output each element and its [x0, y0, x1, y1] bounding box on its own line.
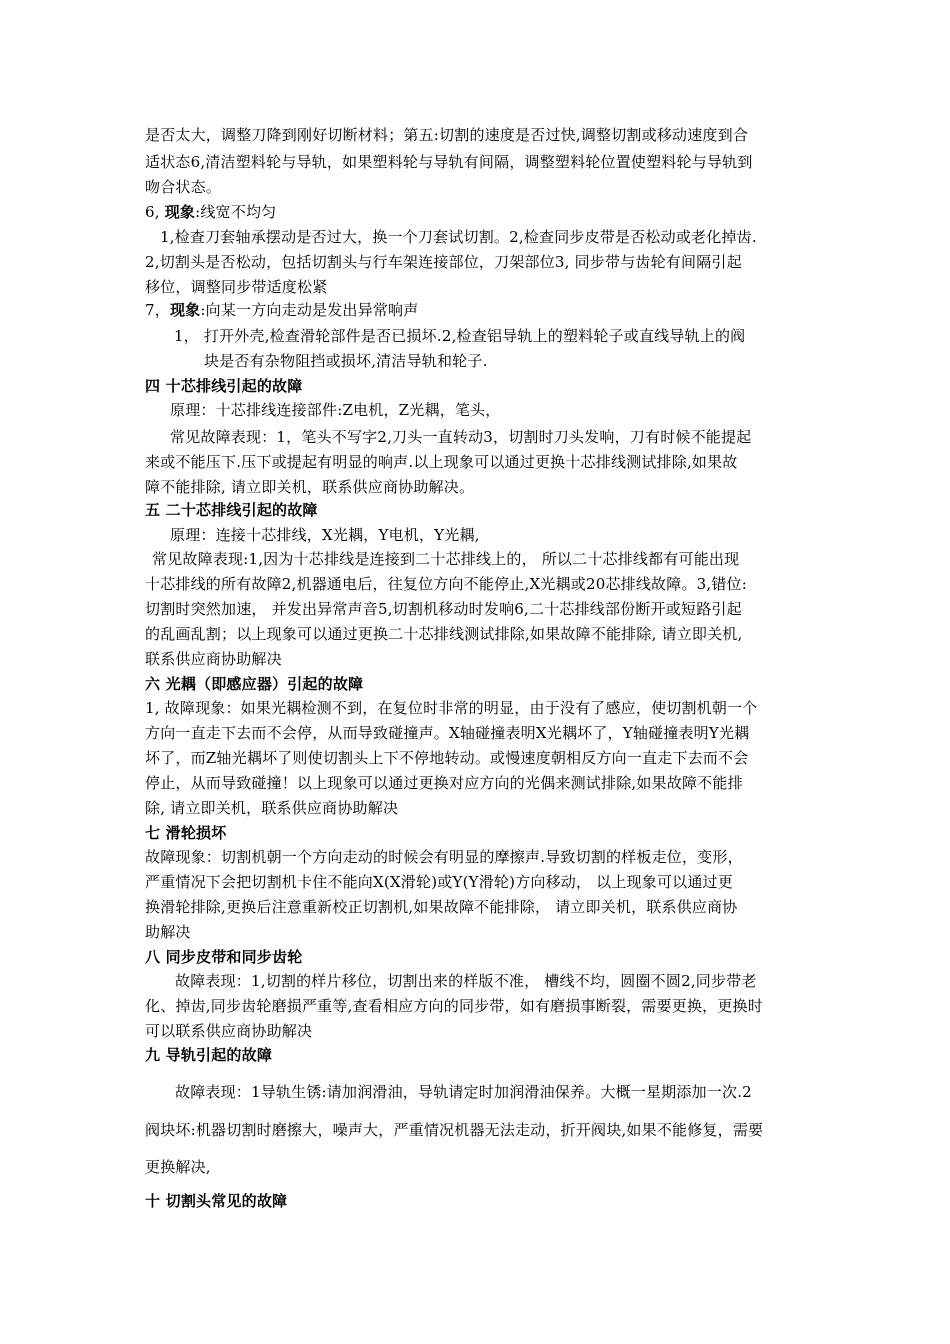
text-line: 故障表现：1导轨生锈:请加润滑油，导轨请定时加润滑油保养。大概一星期添加一次.2	[175, 1083, 752, 1101]
text-line: 原理：连接十芯排线，X光耦，Y电机，Y光耦,	[170, 526, 480, 544]
text-line: 换滑轮排除,更换后注意重新校正切割机,如果故障不能排除， 请立即关机，联系供应商协	[145, 898, 738, 916]
section-heading-9: 九 导轨引起的故障	[145, 1046, 273, 1064]
section-heading-6: 六 光耦（即感应器）引起的故障	[145, 675, 364, 693]
item-label: 现象	[169, 301, 201, 319]
text-line: 停止，从而导致碰撞！以上现象可以通过更换对应方向的光偶来测试排除,如果故障不能排	[145, 774, 743, 792]
text-line: 1， 打开外壳,检查滑轮部件是否已损坏.2,检查铝导轨上的塑料轮子或直线导轨上的阀	[174, 327, 746, 345]
list-item-6	[145, 202, 276, 222]
list-item-7	[145, 300, 418, 320]
text-line: 1, 故障现象：如果光耦检测不到，在复位时非常的明显，由于没有了感应，使切割机朝一个	[145, 699, 758, 717]
text-line: 障不能排除, 请立即关机，联系供应商协助解决。	[145, 478, 475, 496]
text-line: 故障现象：切割机朝一个方向走动的时候会有明显的摩擦声.导致切割的样板走位，变形，	[145, 848, 743, 866]
section-heading-10: 十 切割头常见的故障	[145, 1192, 288, 1210]
section-heading-7: 七 滑轮损坏	[145, 824, 227, 842]
text-line: 适状态6,清洁塑料轮与导轨，如果塑料轮与导轨有间隔，调整塑料轮位置使塑料轮与导轨到	[145, 153, 753, 171]
text-line: 方向一直走下去而不会停，从而导致碰撞声。X轴碰撞表明X光耦坏了，Y轴碰撞表明Y光耦	[145, 724, 750, 742]
text-line: 的乱画乱割；以上现象可以通过更换二十芯排线测试排除,如果故障不能排除, 请立即关机,	[145, 625, 743, 643]
item-number: 6,	[145, 203, 160, 221]
item-text: :向某一方向走动是发出异常响声	[200, 301, 419, 319]
text-line: 是否太大，调整刀降到刚好切断材料；第五:切割的速度是否过快,调整切割或移动速度到合	[145, 126, 749, 144]
item-number: 7，	[145, 301, 170, 319]
text-line: 吻合状态。	[145, 178, 222, 196]
text-line: 严重情况下会把切割机卡住不能向X(X滑轮)或Y(Y滑轮)方向移动， 以上现象可以通过更	[145, 873, 733, 891]
text-line: 1,检查刀套轴承摆动是否过大，换一个刀套试切割。2,检查同步皮带是否松动或老化掉齿.	[160, 228, 757, 246]
text-line: 十芯排线的所有故障2,机器通电后，往复位方向不能停止,X光耦或20芯排线故障。3,错位:	[145, 575, 748, 593]
text-line: 可以联系供应商协助解决	[145, 1022, 313, 1040]
text-line: 常见故障表现:1,因为十芯排线是连接到二十芯排线上的， 所以二十芯排线都有可能出现	[152, 550, 740, 568]
text-line: 2,切割头是否松动，包括切割头与行车架连接部位，刀架部位3, 同步带与齿轮有间隔引起	[145, 253, 742, 271]
text-line: 来或不能压下.压下或提起有明显的响声.以上现象可以通过更换十芯排线测试排除,如果故	[145, 453, 738, 471]
text-line: 除, 请立即关机，联系供应商协助解决	[145, 799, 399, 817]
text-line: 切割时突然加速， 并发出异常声音5,切割机移动时发响6,二十芯排线部份断开或短路引起	[145, 600, 742, 618]
text-line: 助解决	[145, 923, 191, 941]
section-heading-8: 八 同步皮带和同步齿轮	[145, 948, 303, 966]
text-line: 移位，调整同步带适度松紧	[145, 278, 328, 296]
section-heading-4: 四 十芯排线引起的故障	[145, 377, 303, 395]
text-line: 故障表现：1,切割的样片移位，切割出来的样版不准， 槽线不均，圆圈不圆2,同步带老	[175, 972, 757, 990]
text-line: 更换解决,	[145, 1158, 211, 1176]
item-label: 现象	[164, 203, 196, 221]
text-line: 坏了，而Z轴光耦坏了则使切割头上下不停地转动。或慢速度朝相反方向一直走下去而不会	[145, 749, 749, 767]
text-line: 块是否有杂物阻挡或损坏,清洁导轨和轮子.	[204, 352, 488, 370]
text-line: 常见故障表现：1，笔头不写字2,刀头一直转动3，切割时刀头发响，刀有时候不能提起	[170, 428, 752, 446]
text-line: 原理：十芯排线连接部件:Z电机，Z光耦，笔头，	[170, 401, 501, 419]
item-text: :线宽不均匀	[195, 203, 277, 221]
section-heading-5: 五 二十芯排线引起的故障	[145, 501, 318, 519]
text-line: 阀块坏:机器切割时磨擦大，噪声大，严重情况机器无法走动，折开阀块,如果不能修复，需要	[145, 1121, 764, 1139]
text-line: 化、掉齿,同步齿轮磨损严重等,查看相应方向的同步带，如有磨损事断裂，需要更换，更换时	[145, 997, 763, 1015]
text-line: 联系供应商协助解决	[145, 650, 282, 668]
